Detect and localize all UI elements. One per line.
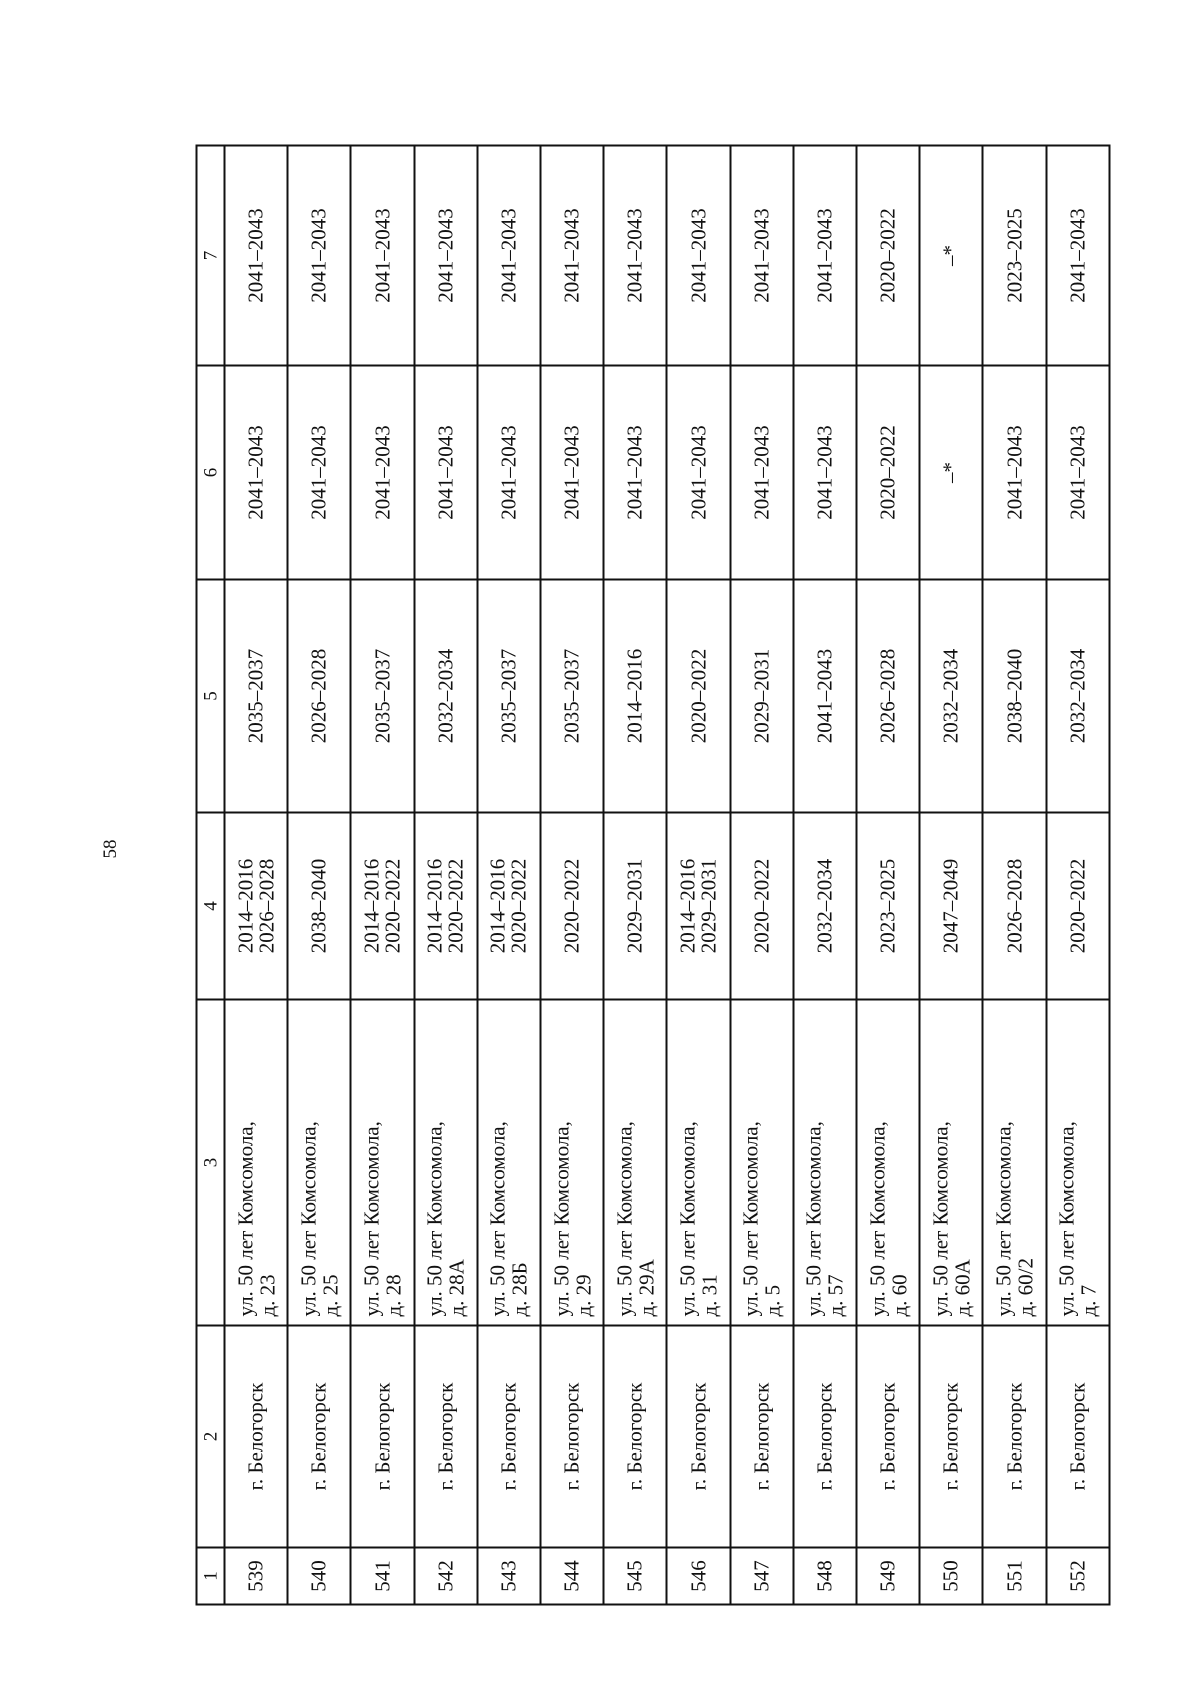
- table-row: [414, 145, 477, 1604]
- cell-address: [666, 999, 729, 1325]
- cell-col4: [350, 812, 413, 999]
- cell-col7: 2041–2043: [414, 145, 477, 365]
- cell-number: 549: [856, 1547, 919, 1604]
- cell-col6: 2020–2022: [856, 365, 919, 579]
- cell-col6: 2041–2043: [982, 365, 1045, 579]
- col4-line1: 2014–2016: [232, 858, 257, 953]
- cell-number: 552: [1046, 1547, 1109, 1604]
- address-street: ул. 50 лет Комсомола,: [738, 1120, 763, 1316]
- col-header-5: 5: [196, 579, 224, 812]
- cell-col6: 2041–2043: [730, 365, 793, 579]
- cell-col7: 2041–2043: [540, 145, 603, 365]
- address-street: ул. 50 лет Комсомола,: [422, 1120, 447, 1316]
- cell-address: [856, 999, 919, 1325]
- col4-line1: 2014–2016: [359, 858, 383, 953]
- cell-col7: –*: [919, 145, 982, 365]
- table-row: [350, 145, 413, 1604]
- cell-col4: [666, 812, 729, 999]
- cell-col5: 2026–2028: [287, 579, 350, 812]
- col4-line1: 2014–2016: [422, 858, 447, 953]
- cell-city: г. Белогорск: [856, 1325, 919, 1547]
- cell-city: г. Белогорск: [793, 1325, 856, 1547]
- col4-line1: 2047–2049: [938, 858, 963, 953]
- col4-line2: 2020–2022: [506, 858, 531, 953]
- cell-col6: 2041–2043: [1046, 365, 1109, 579]
- table-row: [224, 145, 287, 1604]
- address-street: ул. 50 лет Комсомола,: [674, 1120, 699, 1316]
- cell-col5: 2038–2040: [982, 579, 1045, 812]
- col4-line1: 2026–2028: [1001, 858, 1026, 953]
- cell-col7: 2023–2025: [982, 145, 1045, 365]
- cell-col5: 2020–2022: [666, 579, 729, 812]
- rotated-table-frame: [195, 146, 1110, 1605]
- table-row: [666, 145, 729, 1604]
- table-row: [540, 145, 603, 1604]
- cell-col7: 2020–2022: [856, 145, 919, 365]
- cell-col6: –*: [919, 365, 982, 579]
- table-row: [1046, 145, 1109, 1604]
- col4-line1: 2029–2031: [622, 858, 647, 953]
- address-street: ул. 50 лет Комсомола,: [1054, 1120, 1079, 1316]
- cell-city: г. Белогорск: [603, 1325, 666, 1547]
- cell-city: г. Белогорск: [350, 1325, 413, 1547]
- address-street: ул. 50 лет Комсомола,: [295, 1120, 320, 1316]
- cell-number: 550: [919, 1547, 982, 1604]
- cell-number: 546: [666, 1547, 729, 1604]
- cell-city: г. Белогорск: [982, 1325, 1045, 1547]
- cell-city: г. Белогорск: [287, 1325, 350, 1547]
- table-row: [477, 145, 540, 1604]
- address-house: д. 60: [886, 1273, 911, 1316]
- cell-address: [1046, 999, 1109, 1325]
- cell-city: г. Белогорск: [224, 1325, 287, 1547]
- address-street: ул. 50 лет Комсомола,: [358, 1120, 383, 1316]
- address-street: ул. 50 лет Комсомола,: [611, 1120, 636, 1316]
- table-row: [287, 145, 350, 1604]
- cell-col5: 2014–2016: [603, 579, 666, 812]
- cell-number: 539: [224, 1547, 287, 1604]
- col-header-2: 2: [196, 1325, 224, 1547]
- cell-col6: 2041–2043: [287, 365, 350, 579]
- address-house: д. 31: [697, 1273, 722, 1316]
- cell-col7: 2041–2043: [477, 145, 540, 365]
- col-header-7: 7: [196, 145, 224, 365]
- cell-col4: [414, 812, 477, 999]
- address-house: д. 7: [1076, 1284, 1101, 1316]
- cell-col4: [793, 812, 856, 999]
- table-row: [730, 145, 793, 1604]
- cell-col6: 2041–2043: [477, 365, 540, 579]
- cell-col5: 2035–2037: [350, 579, 413, 812]
- cell-address: [540, 999, 603, 1325]
- cell-address: [603, 999, 666, 1325]
- table-row: [982, 145, 1045, 1604]
- cell-col7: 2041–2043: [730, 145, 793, 365]
- col4-line2: 2020–2022: [380, 858, 404, 953]
- cell-col4: [603, 812, 666, 999]
- col4-line2: 2029–2031: [696, 858, 721, 953]
- table-row: [793, 145, 856, 1604]
- table-row: [919, 145, 982, 1604]
- address-street: ул. 50 лет Комсомола,: [801, 1120, 826, 1316]
- address-street: ул. 50 лет Комсомола,: [927, 1120, 952, 1316]
- header-row: [196, 145, 224, 1604]
- col4-line1: 2023–2025: [875, 858, 900, 953]
- cell-number: 542: [414, 1547, 477, 1604]
- col4-line1: 2014–2016: [485, 858, 510, 953]
- cell-col7: 2041–2043: [1046, 145, 1109, 365]
- cell-col5: 2035–2037: [224, 579, 287, 812]
- cell-col6: 2041–2043: [603, 365, 666, 579]
- cell-address: [224, 999, 287, 1325]
- cell-col5: 2032–2034: [1046, 579, 1109, 812]
- cell-city: г. Белогорск: [477, 1325, 540, 1547]
- schedule-table: [195, 144, 1110, 1605]
- cell-city: г. Белогорск: [540, 1325, 603, 1547]
- cell-city: г. Белогорск: [730, 1325, 793, 1547]
- col-header-6: 6: [196, 365, 224, 579]
- col-header-1: 1: [196, 1547, 224, 1604]
- cell-col6: 2041–2043: [540, 365, 603, 579]
- cell-city: г. Белогорск: [919, 1325, 982, 1547]
- cell-col7: 2041–2043: [666, 145, 729, 365]
- address-house: д. 29А: [633, 1258, 658, 1316]
- cell-col4: [1046, 812, 1109, 999]
- cell-number: 547: [730, 1547, 793, 1604]
- cell-col7: 2041–2043: [793, 145, 856, 365]
- cell-col4: [856, 812, 919, 999]
- col4-line2: 2026–2028: [253, 858, 278, 953]
- col4-line1: 2020–2022: [748, 858, 773, 953]
- cell-number: 540: [287, 1547, 350, 1604]
- cell-number: 544: [540, 1547, 603, 1604]
- cell-col7: 2041–2043: [224, 145, 287, 365]
- address-house: д. 5: [760, 1284, 785, 1316]
- cell-number: 545: [603, 1547, 666, 1604]
- address-house: д. 28А: [444, 1258, 469, 1316]
- cell-col6: 2041–2043: [666, 365, 729, 579]
- cell-col6: 2041–2043: [224, 365, 287, 579]
- cell-address: [287, 999, 350, 1325]
- cell-col5: 2026–2028: [856, 579, 919, 812]
- cell-col6: 2041–2043: [414, 365, 477, 579]
- col4-line2: 2020–2022: [443, 858, 468, 953]
- col4-line1: 2020–2022: [559, 858, 584, 953]
- table-row: [856, 145, 919, 1604]
- address-street: ул. 50 лет Комсомола,: [485, 1120, 510, 1316]
- cell-col5: 2041–2043: [793, 579, 856, 812]
- address-house: д. 23: [254, 1273, 279, 1316]
- cell-col7: 2041–2043: [287, 145, 350, 365]
- address-house: д. 25: [317, 1273, 342, 1316]
- cell-col6: 2041–2043: [793, 365, 856, 579]
- col4-line1: 2014–2016: [675, 858, 700, 953]
- table-row: [603, 145, 666, 1604]
- cell-number: 541: [350, 1547, 413, 1604]
- cell-col4: [287, 812, 350, 999]
- col-header-4: 4: [196, 812, 224, 999]
- cell-col7: 2041–2043: [350, 145, 413, 365]
- cell-col4: [982, 812, 1045, 999]
- address-street: ул. 50 лет Комсомола,: [990, 1120, 1015, 1316]
- address-house: д. 29: [570, 1273, 595, 1316]
- cell-col4: [224, 812, 287, 999]
- cell-city: г. Белогорск: [666, 1325, 729, 1547]
- cell-address: [919, 999, 982, 1325]
- address-house: д. 60/2: [1013, 1257, 1038, 1316]
- cell-col4: [477, 812, 540, 999]
- address-house: д. 60А: [949, 1258, 974, 1316]
- col-header-3: 3: [196, 999, 224, 1325]
- cell-city: г. Белогорск: [414, 1325, 477, 1547]
- col4-line1: 2038–2040: [306, 858, 331, 953]
- cell-city: г. Белогорск: [1046, 1325, 1109, 1547]
- cell-address: [350, 999, 413, 1325]
- cell-address: [982, 999, 1045, 1325]
- cell-col7: 2041–2043: [603, 145, 666, 365]
- address-house: д. 28: [381, 1273, 405, 1316]
- address-street: ул. 50 лет Комсомола,: [232, 1120, 257, 1316]
- cell-number: 543: [477, 1547, 540, 1604]
- page-number: 58: [100, 839, 121, 859]
- cell-number: 548: [793, 1547, 856, 1604]
- cell-col5: 2035–2037: [477, 579, 540, 812]
- cell-address: [730, 999, 793, 1325]
- col4-line1: 2032–2034: [811, 858, 836, 953]
- cell-address: [414, 999, 477, 1325]
- address-street: ул. 50 лет Комсомола,: [548, 1120, 573, 1316]
- address-house: д. 28Б: [507, 1261, 532, 1316]
- cell-col6: 2041–2043: [350, 365, 413, 579]
- cell-col4: [919, 812, 982, 999]
- cell-address: [477, 999, 540, 1325]
- col4-line1: 2020–2022: [1064, 858, 1089, 953]
- cell-col5: 2032–2034: [414, 579, 477, 812]
- cell-col4: [730, 812, 793, 999]
- cell-address: [793, 999, 856, 1325]
- address-house: д. 57: [823, 1273, 848, 1316]
- cell-col5: 2029–2031: [730, 579, 793, 812]
- cell-number: 551: [982, 1547, 1045, 1604]
- cell-col4: [540, 812, 603, 999]
- cell-col5: 2032–2034: [919, 579, 982, 812]
- cell-col5: 2035–2037: [540, 579, 603, 812]
- table-container: [195, 146, 1110, 1605]
- address-street: ул. 50 лет Комсомола,: [864, 1120, 889, 1316]
